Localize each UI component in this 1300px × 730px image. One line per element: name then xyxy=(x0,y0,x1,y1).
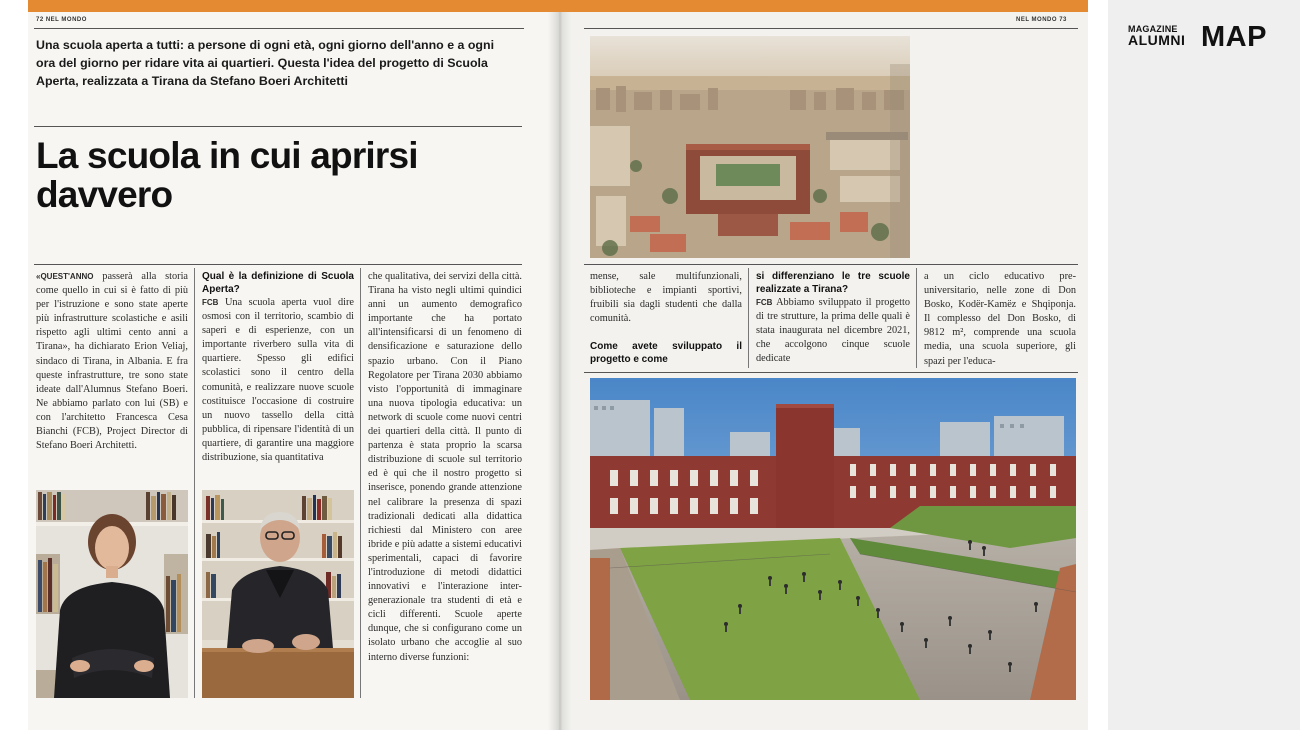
interview-question: Qual è la definizione di Scuola Aperta? xyxy=(202,271,354,295)
rcol1-text: mense, sale multifunzionali, biblioteche e impianti sportivi, fruibili sia dagli studenti che dalla comunità. xyxy=(590,271,742,325)
right-folio: NEL MONDO 73 xyxy=(1016,17,1067,23)
col3-text: che qualitativa, dei servizi della città. Tirana ha visto negli ultimi quindici anni un aumento demografico importante che ha portato all'intensificarsi di un fenomeno di densificazione e saturazione dello spazio urbano. Con il Piano Regolatore per Tirana 2030 abbiamo visto l'opportunità di immaginare una nuova tipologia educativa: un network di scuole come nuovi centri dei quartieri della città. Il punto di partenza è stata proprio la scarsa distribuzione di scuole sul territorio ed è qui che il nostro progetto si inserisce, ponendo grande attenzione nel calibrare la presenza di spazi tradizionali dedicati alla didattica richiesti dal Ministero con aree ibride e più adatte a sistemi educativi sperimentali, capaci di favorire l'introduzione di metodi didattici innovativi e l'interazione inter-generazionale tra studenti di età e cicli differenti. Scuole aperte dunque, che si configurano come un isolato urbano che accoglie al suo interno diverse funzioni: xyxy=(368,271,522,663)
speaker-tag: FCB xyxy=(756,298,773,307)
rcol2-text: Abbiamo sviluppato il progetto di tre strutture, la prima delle quali è stata inaugurata nel dicembre 2021, che accolgono cinque scuole dedicate xyxy=(756,297,910,365)
headline-rule xyxy=(34,126,522,127)
logo-line-2: ALUMNI xyxy=(1128,32,1186,48)
logo-line-1: MAGAZINE xyxy=(1128,24,1178,34)
magazine-logo xyxy=(1128,22,1288,52)
right-panel xyxy=(1108,0,1300,730)
column-divider xyxy=(360,268,361,698)
interview-question: Come avete sviluppato il progetto e come xyxy=(590,341,742,366)
right-body-column-2 xyxy=(756,270,910,368)
logo-mark: MAP xyxy=(1201,21,1267,53)
col2-text: Una scuola aperta vuol dire osmosi con il territorio, scambio di saperi e di esperienze, con un importante riverbero sulla vita di quartiere. Spesso gli edifici scolastici sono il centro della comunità, e realizzare nuove scuole costituisce l'occasione di costruire un nuovo tassello della città pubblica, di ripensare l'identità di un quartiere, di garantire una maggiore distribuzione, sia quantitativa xyxy=(202,297,354,464)
body-column-2 xyxy=(202,270,354,484)
article-deck: Una scuola aperta a tutti: a persone di ogni età, ogni giorno dell'anno e a ogni ora del giorno per ridare vita ai quartieri. Questa l'idea del progetto di Scuola Aperta, realizzata a Tirana da Stefano Boeri Architetti xyxy=(36,38,495,88)
body-column-1 xyxy=(36,270,188,482)
left-folio: 72 NEL MONDO xyxy=(36,17,87,23)
right-body-column-1 xyxy=(590,270,742,368)
top-rule xyxy=(584,28,1078,29)
body-column-3 xyxy=(368,270,522,698)
right-body-column-3 xyxy=(924,270,1076,368)
school-courtyard-photo xyxy=(590,378,1076,700)
magazine-spread xyxy=(28,0,1088,730)
column-divider xyxy=(748,268,749,368)
page-gutter xyxy=(548,12,572,730)
portrait-photo-woman xyxy=(36,490,188,698)
top-color-band xyxy=(28,0,1088,12)
body-rule xyxy=(34,264,522,265)
col1-text: passerà alla storia come quello in cui si è fatto di più per l'istruzione e sono state aperte più infrastrutture scolastiche e asili rispetto agli ultimi cento anni a Tirana», ha dichiarato Erion Veliaj, sindaco di Tirana, in Albania. E fra queste infrastrutture, tre sono state ideate dall'Alumnus Stefano Boeri. Ne abbiamo parlato con lui (SB) e con l'architetto Francesca Cesa Bianchi (FCB), Project Director di Stefano Boeri Architetti. xyxy=(36,271,188,452)
column-divider xyxy=(916,268,917,368)
column-divider xyxy=(194,268,195,698)
interview-question: si differenziano le tre scuole realizzate a Tirana? xyxy=(756,271,910,295)
top-rule xyxy=(34,28,524,29)
article-headline: La scuola in cui aprirsi davvero xyxy=(36,135,418,215)
portrait-photo-man xyxy=(202,490,354,698)
body-rule xyxy=(584,264,1078,265)
aerial-city-photo xyxy=(590,36,910,258)
rcol3-text: a un ciclo educativo pre-universitario, nelle zone di Don Bosko, Kodër-Kamëz e Shqiponja. Il complesso del Don Bosko, di 9812 m², comprende una scuola media, una scuola superiore, gli spazi per l'educa- xyxy=(924,271,1076,367)
speaker-tag: FCB xyxy=(202,298,219,307)
photo-rule xyxy=(584,372,1078,373)
lead-in: «QUEST'ANNO xyxy=(36,272,94,281)
